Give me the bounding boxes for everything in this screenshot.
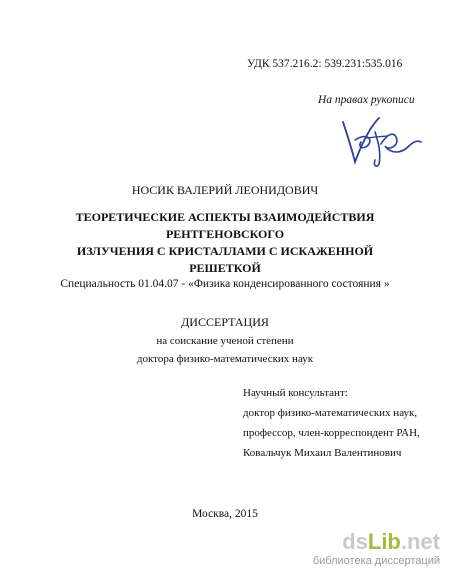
rights-notice: На правах рукописи — [318, 94, 415, 106]
consultant-name: Ковальчук Михаил Валентинович — [243, 447, 402, 459]
watermark-subtitle: библиотека диссертаций — [312, 555, 440, 567]
specialty: Специальность 01.04.07 - «Физика конденсированного состояния » — [60, 278, 390, 290]
city-year: Москва, 2015 — [192, 508, 258, 520]
title-line-2: ИЗЛУЧЕНИЯ С КРИСТАЛЛАМИ С ИСКАЖЕННОЙ РЕШЕТКОЙ — [76, 244, 374, 275]
watermark — [310, 530, 440, 568]
title-line-1: ТЕОРЕТИЧЕСКИЕ АСПЕКТЫ ВЗАИМОДЕЙСТВИЯ РЕНТГЕНОВСКОГО — [75, 210, 375, 241]
consultant-label: Научный консультант: — [243, 387, 348, 399]
watermark-lib: Lib — [367, 529, 401, 554]
degree-line-1: на соискание ученой степени — [156, 335, 294, 347]
signature-image — [335, 110, 425, 172]
udk-code: УДК 537.216.2: 539.231:535.016 — [247, 58, 403, 70]
consultant-block — [243, 383, 420, 463]
watermark-net: .net — [400, 529, 440, 554]
dissertation-title — [40, 209, 410, 277]
consultant-title: профессор, член-корреспондент РАН, — [243, 427, 420, 439]
degree-line-2: доктора физико-математических наук — [136, 353, 314, 365]
watermark-ds: ds — [342, 529, 368, 554]
document-type: ДИССЕРТАЦИЯ — [181, 315, 269, 329]
consultant-degree: доктор физико-математических наук, — [243, 407, 418, 419]
watermark-logo — [310, 530, 440, 554]
author-name: НОСИК ВАЛЕРИЙ ЛЕОНИДОВИЧ — [131, 183, 319, 197]
